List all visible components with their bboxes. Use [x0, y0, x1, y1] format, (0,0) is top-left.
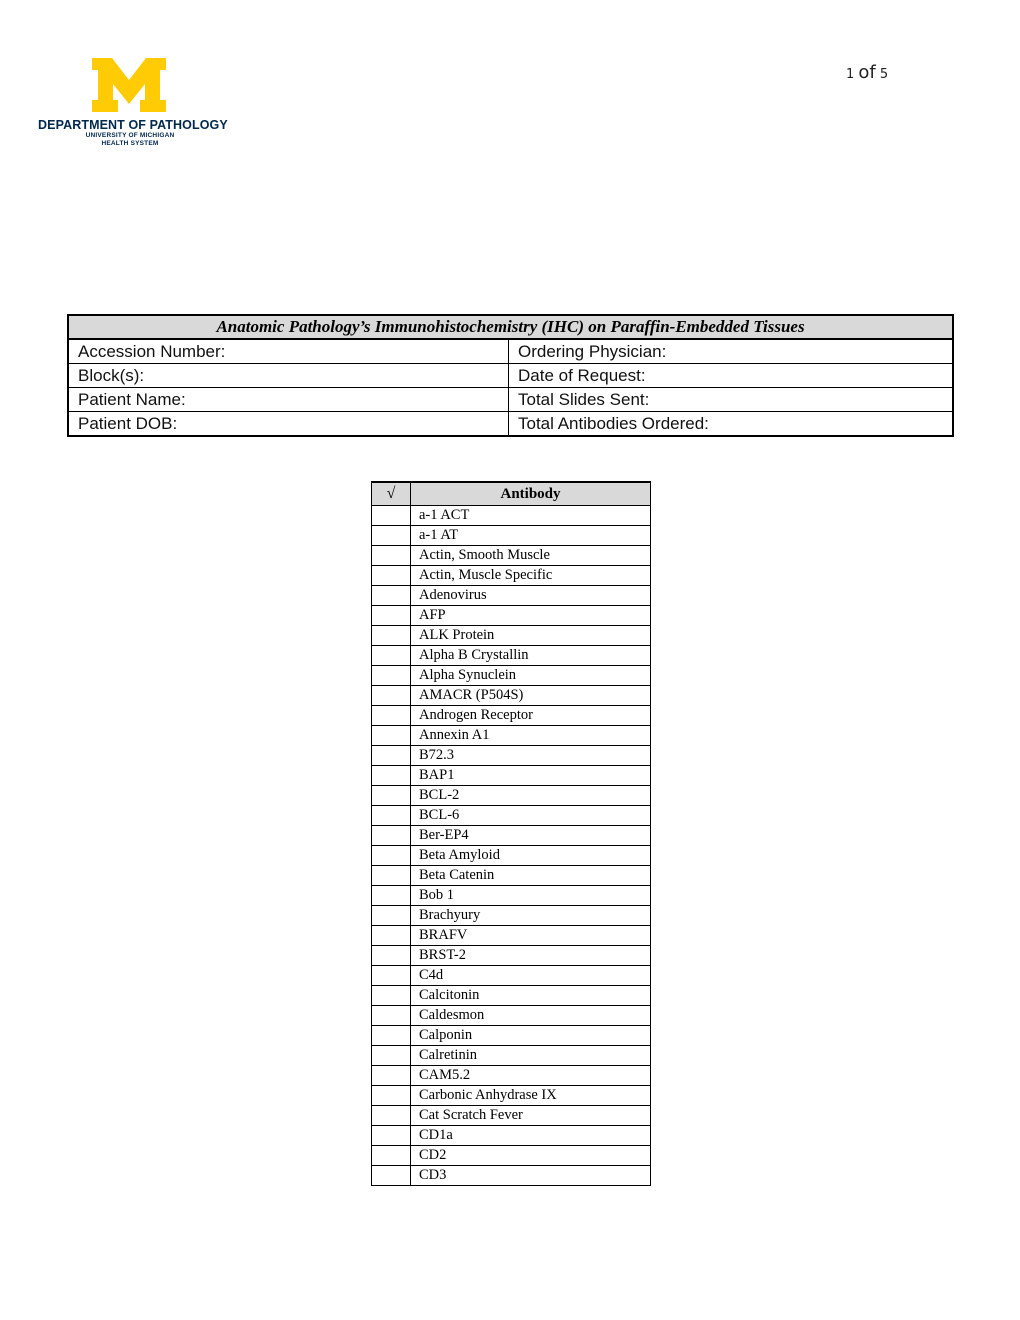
antibody-check-cell[interactable]: [372, 1146, 411, 1166]
antibody-name: BRAFV: [411, 926, 651, 946]
antibody-name: Actin, Muscle Specific: [411, 566, 651, 586]
antibody-check-cell[interactable]: [372, 926, 411, 946]
ordering-physician-field[interactable]: Ordering Physician:: [509, 339, 954, 364]
table-row: [372, 766, 651, 786]
antibody-name: Alpha Synuclein: [411, 666, 651, 686]
antibody-name: CD3: [411, 1166, 651, 1186]
department-logo: [38, 58, 228, 148]
antibody-name: Calretinin: [411, 1046, 651, 1066]
antibody-name: BRST-2: [411, 946, 651, 966]
antibody-name: Bob 1: [411, 886, 651, 906]
antibody-name: Actin, Smooth Muscle: [411, 546, 651, 566]
antibody-check-cell[interactable]: [372, 1026, 411, 1046]
antibody-check-cell[interactable]: [372, 826, 411, 846]
antibody-check-cell[interactable]: [372, 606, 411, 626]
antibody-column-header: Antibody: [411, 482, 651, 506]
request-info-table: [67, 314, 954, 437]
antibody-check-cell[interactable]: [372, 626, 411, 646]
page-total: 5: [879, 67, 889, 82]
accession-number-field[interactable]: Accession Number:: [68, 339, 509, 364]
antibody-check-cell[interactable]: [372, 1166, 411, 1186]
table-row: [372, 966, 651, 986]
antibody-name: Calcitonin: [411, 986, 651, 1006]
table-row: [372, 586, 651, 606]
table-row: [372, 826, 651, 846]
table-row: [68, 388, 953, 412]
antibody-check-cell[interactable]: [372, 586, 411, 606]
antibody-check-cell[interactable]: [372, 886, 411, 906]
table-row: [68, 339, 953, 364]
date-of-request-field[interactable]: Date of Request:: [509, 364, 954, 388]
antibody-name: AFP: [411, 606, 651, 626]
logo-university-name: UNIVERSITY OF MICHIGAN: [85, 132, 175, 139]
blocks-field[interactable]: Block(s):: [68, 364, 509, 388]
antibody-name: BCL-6: [411, 806, 651, 826]
patient-name-field[interactable]: Patient Name:: [68, 388, 509, 412]
antibody-name: CD2: [411, 1146, 651, 1166]
table-row: [372, 666, 651, 686]
antibody-check-cell[interactable]: [372, 546, 411, 566]
table-row: [372, 1026, 651, 1046]
table-row: [372, 626, 651, 646]
table-row: [372, 526, 651, 546]
antibody-name: Cat Scratch Fever: [411, 1106, 651, 1126]
table-row: [372, 1146, 651, 1166]
antibody-check-cell[interactable]: [372, 906, 411, 926]
antibody-check-cell[interactable]: [372, 506, 411, 526]
antibody-table: [371, 481, 651, 1186]
form-title: Anatomic Pathology’s Immunohistochemistry (IHC) on Paraffin-Embedded Tissues: [68, 315, 953, 339]
antibody-check-cell[interactable]: [372, 526, 411, 546]
table-row: [372, 686, 651, 706]
table-row: [372, 886, 651, 906]
table-row: [372, 606, 651, 626]
logo-health-system: HEALTH SYSTEM: [101, 140, 159, 147]
antibody-check-cell[interactable]: [372, 566, 411, 586]
antibody-check-cell[interactable]: [372, 746, 411, 766]
antibody-name: Beta Amyloid: [411, 846, 651, 866]
antibody-name: CD1a: [411, 1126, 651, 1146]
table-row: [372, 986, 651, 1006]
table-row: [372, 846, 651, 866]
table-row: [372, 786, 651, 806]
antibody-check-cell[interactable]: [372, 726, 411, 746]
table-row: [372, 1166, 651, 1186]
table-row: [372, 706, 651, 726]
antibody-name: CAM5.2: [411, 1066, 651, 1086]
table-row: [372, 906, 651, 926]
logo-department-name: DEPARTMENT OF PATHOLOGY: [38, 118, 228, 132]
antibody-check-cell[interactable]: [372, 1006, 411, 1026]
antibody-check-cell[interactable]: [372, 1046, 411, 1066]
antibody-name: Calponin: [411, 1026, 651, 1046]
table-row: [372, 1066, 651, 1086]
antibody-name: ALK Protein: [411, 626, 651, 646]
antibody-check-cell[interactable]: [372, 806, 411, 826]
table-row: [372, 646, 651, 666]
patient-dob-field[interactable]: Patient DOB:: [68, 412, 509, 437]
antibody-check-cell[interactable]: [372, 666, 411, 686]
table-row: [372, 566, 651, 586]
table-row: [372, 926, 651, 946]
antibody-check-cell[interactable]: [372, 1086, 411, 1106]
antibody-name: Annexin A1: [411, 726, 651, 746]
antibody-check-cell[interactable]: [372, 966, 411, 986]
antibody-check-cell[interactable]: [372, 646, 411, 666]
table-row: [372, 806, 651, 826]
antibody-check-cell[interactable]: [372, 786, 411, 806]
antibody-name: Beta Catenin: [411, 866, 651, 886]
table-row: [372, 1086, 651, 1106]
page-number: [846, 62, 888, 83]
antibody-check-cell[interactable]: [372, 766, 411, 786]
table-row: [372, 866, 651, 886]
table-row: [372, 1046, 651, 1066]
antibody-name: a-1 ACT: [411, 506, 651, 526]
total-antibodies-ordered-field[interactable]: Total Antibodies Ordered:: [509, 412, 954, 437]
antibody-name: C4d: [411, 966, 651, 986]
antibody-check-cell[interactable]: [372, 986, 411, 1006]
page-current: 1: [846, 67, 855, 82]
antibody-check-cell[interactable]: [372, 846, 411, 866]
antibody-check-cell[interactable]: [372, 946, 411, 966]
antibody-list: [372, 506, 651, 1186]
antibody-name: Androgen Receptor: [411, 706, 651, 726]
page-of: of: [858, 62, 876, 83]
antibody-name: Alpha B Crystallin: [411, 646, 651, 666]
total-slides-sent-field[interactable]: Total Slides Sent:: [509, 388, 954, 412]
antibody-name: Carbonic Anhydrase IX: [411, 1086, 651, 1106]
antibody-name: BCL-2: [411, 786, 651, 806]
antibody-name: Ber-EP4: [411, 826, 651, 846]
table-row: [372, 506, 651, 526]
antibody-check-cell[interactable]: [372, 706, 411, 726]
check-column-header: √: [372, 482, 411, 506]
table-row: [372, 1006, 651, 1026]
table-row: [372, 546, 651, 566]
antibody-name: B72.3: [411, 746, 651, 766]
table-row: [68, 412, 953, 437]
antibody-check-cell[interactable]: [372, 686, 411, 706]
table-row: [372, 1126, 651, 1146]
antibody-name: a-1 AT: [411, 526, 651, 546]
table-row: [372, 946, 651, 966]
table-row: [372, 746, 651, 766]
antibody-name: AMACR (P504S): [411, 686, 651, 706]
antibody-check-cell[interactable]: [372, 1126, 411, 1146]
antibody-name: Caldesmon: [411, 1006, 651, 1026]
antibody-check-cell[interactable]: [372, 1106, 411, 1126]
antibody-name: BAP1: [411, 766, 651, 786]
antibody-name: Brachyury: [411, 906, 651, 926]
antibody-name: Adenovirus: [411, 586, 651, 606]
table-row: [372, 726, 651, 746]
antibody-check-cell[interactable]: [372, 1066, 411, 1086]
table-row: [68, 364, 953, 388]
antibody-check-cell[interactable]: [372, 866, 411, 886]
block-m-logo-icon: [92, 58, 166, 112]
table-row: [372, 1106, 651, 1126]
